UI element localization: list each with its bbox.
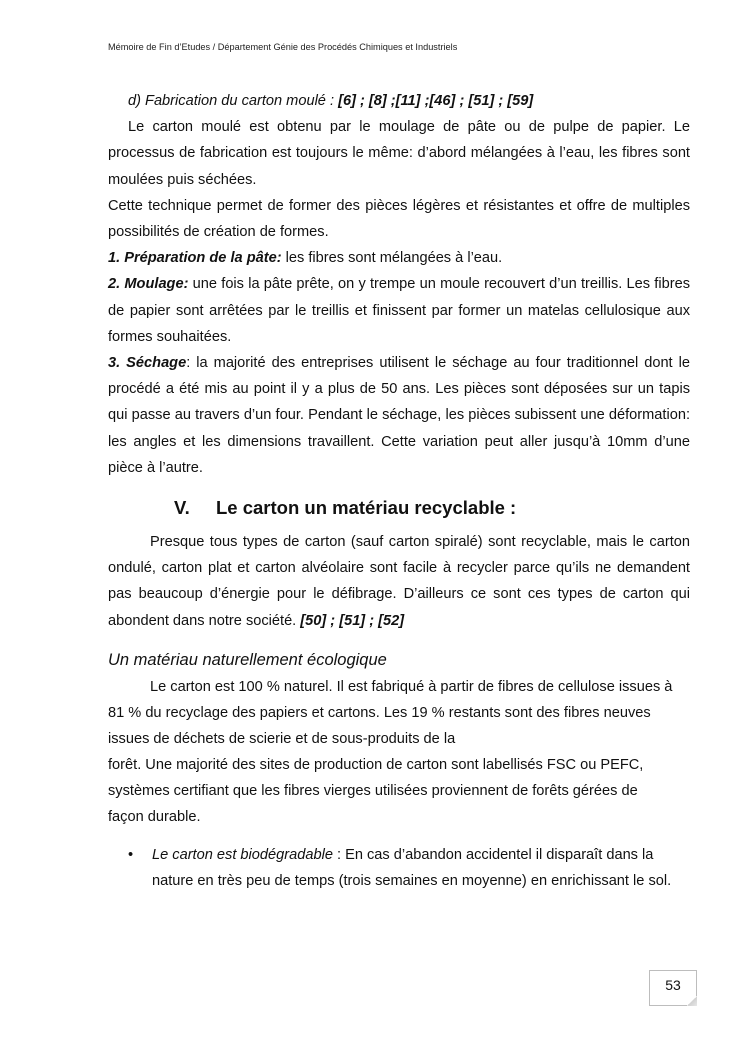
subsection-d-heading	[128, 88, 690, 114]
step-2-label: 2. Moulage:	[108, 276, 189, 293]
step-1-paragraph	[108, 245, 690, 271]
section-v-title: Le carton un matériau recyclable :	[216, 497, 517, 519]
step-3-paragraph	[108, 350, 690, 481]
subsection-d-title: d) Fabrication du carton moulé :	[128, 93, 339, 109]
step-2-paragraph	[108, 271, 690, 350]
recyclable-paragraph	[108, 529, 690, 634]
bullet-line-2: nature en très peu de temps (trois semaines en moyenne) en enrichissant le sol.	[152, 872, 672, 889]
bullet-line-1-text: : En cas d’abandon accidentel il disparaît dans la	[332, 846, 654, 863]
technique-paragraph: Cette technique permet de former des pièces légères et résistantes et offre de multiples possibilités de création de formes.	[108, 197, 690, 241]
ecological-line-1: Le carton est 100 % naturel. Il est fabriqué à partir de fibres de cellulose issues à	[150, 678, 673, 695]
bullet-text	[152, 842, 690, 894]
recyclable-refs: [50] ; [51] ; [52]	[300, 612, 405, 629]
ecological-line-2: 81 % du recyclage des papiers et cartons. Les 19 % restants sont des fibres neuves	[108, 704, 651, 721]
ecological-paragraph	[108, 674, 690, 830]
bullet-line-1	[152, 842, 690, 868]
page-number: 53	[665, 977, 681, 993]
page-number-box	[649, 970, 697, 1006]
step-3-text: : la majorité des entreprises utilisent le séchage au four traditionnel dont le procédé a été mis au point il y a plus de 50 ans. Les pièces sont déposées sur un tapis qui passe au travers d’un four. Pendant le séchage, les pièces subissent une déformation: les angles et les dimensions travaillent. Cette variation peut aller jusqu’à 10mm d’une pièce à l’autre.	[108, 355, 690, 476]
step-3-label: 3. Séchage	[108, 355, 187, 372]
running-header: Mémoire de Fin d’Etudes / Département Génie des Procédés Chimiques et Industriels	[108, 42, 458, 52]
section-v-heading	[108, 495, 690, 521]
bullet-label: Le carton est biodégradable	[152, 846, 333, 863]
subsection-d-refs: [6] ; [8] ;[11] ;[46] ; [51] ; [59]	[338, 93, 534, 109]
ecological-subheading: Un matériau naturellement écologique	[108, 650, 387, 669]
step-1-label: 1. Préparation de la pâte:	[108, 250, 282, 267]
bullet-icon: •	[128, 846, 134, 863]
ecological-line-4: forêt. Une majorité des sites de production de carton sont labellisés FSC ou PEFC,	[108, 756, 644, 773]
recyclable-text: Presque tous types de carton (sauf carton spiralé) sont recyclable, mais le carton ondulé, carton plat et carton alvéolaire sont facile à recycler parce qu’ils ne demandent pas beaucoup d’énergie pour le défibrage. D’ailleurs ce sont ces types de carton qui abondent dans notre société.	[108, 534, 690, 629]
step-1-text: les fibres sont mélangées à l’eau.	[281, 250, 503, 267]
ecological-line-3: issues de déchets de scierie et de sous-produits de la	[108, 730, 456, 747]
section-v-number: V.	[174, 497, 190, 519]
page-curl-icon	[687, 996, 697, 1006]
ecological-line-6: façon durable.	[108, 808, 201, 825]
page-content	[108, 88, 690, 894]
ecological-line-5: systèmes certifiant que les fibres vierges utilisées proviennent de forêts gérées de	[108, 782, 638, 799]
step-2-text: une fois la pâte prête, on y trempe un moule recouvert d’un treillis. Les fibres de papier sont arrêtées par le treillis et finissent par former un matelas cellulosique aux formes souhaitées.	[108, 276, 690, 345]
moulded-carton-intro: Le carton moulé est obtenu par le moulage de pâte ou de pulpe de papier. Le processus de fabrication est toujours le même: d’abord mélangées à l’eau, les fibres sont moulées puis séchées.	[108, 119, 690, 188]
biodegradable-bullet	[108, 842, 690, 894]
